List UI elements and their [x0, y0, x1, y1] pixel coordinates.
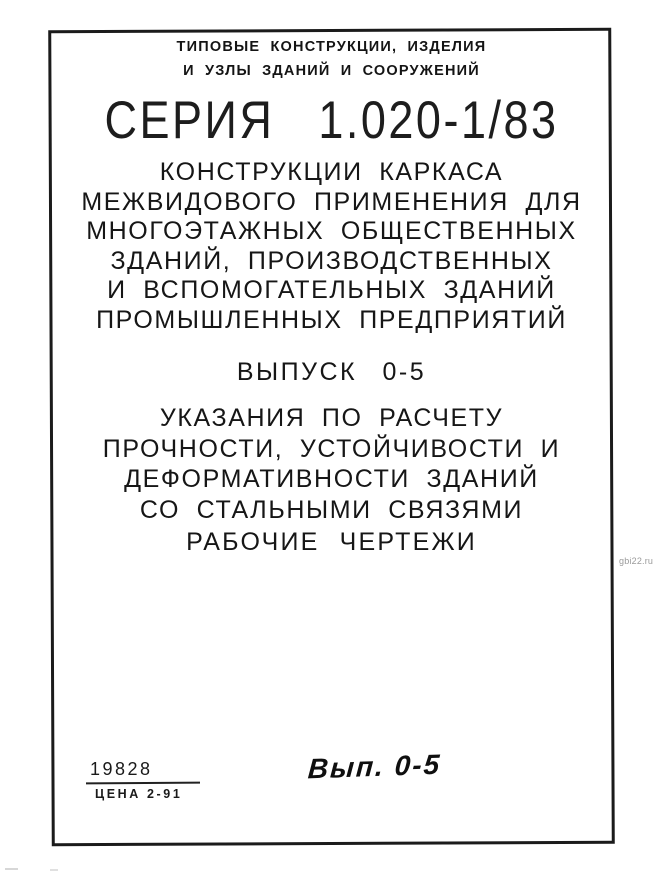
- subtitle-line: СО СТАЛЬНЫМИ СВЯЗЯМИ: [139, 495, 524, 524]
- title-line: МНОГОЭТАЖНЫХ ОБЩЕСТВЕННЫХ: [86, 217, 577, 246]
- series-label: СЕРИЯ: [104, 90, 275, 150]
- subtitle-line: ПРОЧНОСТИ, УСТОЙЧИВОСТИ И: [102, 434, 561, 463]
- document-title: [50, 158, 613, 336]
- catalog-code: 19828: [90, 759, 153, 779]
- issue-number: ВЫПУСК 0-5: [236, 358, 427, 386]
- title-line: КОНСТРУКЦИИ КАРКАСА: [159, 158, 504, 186]
- scan-speck: [5, 868, 18, 870]
- title-line: ПРОМЫШЛЕННЫХ ПРЕДПРИЯТИЙ: [96, 305, 567, 334]
- price-label: ЦЕНА 2-91: [95, 787, 183, 801]
- title-line: МЕЖВИДОВОГО ПРИМЕНЕНИЯ ДЛЯ: [81, 187, 582, 216]
- subtitle-line: УКАЗАНИЯ ПО РАСЧЕТУ: [159, 404, 504, 432]
- series-number-title: [50, 90, 613, 151]
- title-line: ЗДАНИЙ, ПРОИЗВОДСТВЕННЫХ: [110, 246, 553, 275]
- header-line-1: ТИПОВЫЕ КОНСТРУКЦИИ, ИЗДЕЛИЯ: [176, 39, 487, 55]
- handwritten-issue-note: Вып. 0-5: [306, 748, 443, 785]
- header-line-2: И УЗЛЫ ЗДАНИЙ И СООРУЖЕНИЙ: [183, 62, 480, 79]
- scan-speck: [50, 869, 58, 871]
- subtitle-line: ДЕФОРМАТИВНОСТИ ЗДАНИЙ: [124, 465, 539, 494]
- series-header: [50, 36, 613, 83]
- site-watermark: gbi22.ru: [619, 556, 654, 566]
- document-type-label: РАБОЧИЕ ЧЕРТЕЖИ: [186, 528, 477, 556]
- title-line: И ВСПОМОГАТЕЛЬНЫХ ЗДАНИЙ: [107, 276, 556, 305]
- document-subtitle: [50, 403, 613, 525]
- series-number: 1.020-1/83: [318, 90, 559, 150]
